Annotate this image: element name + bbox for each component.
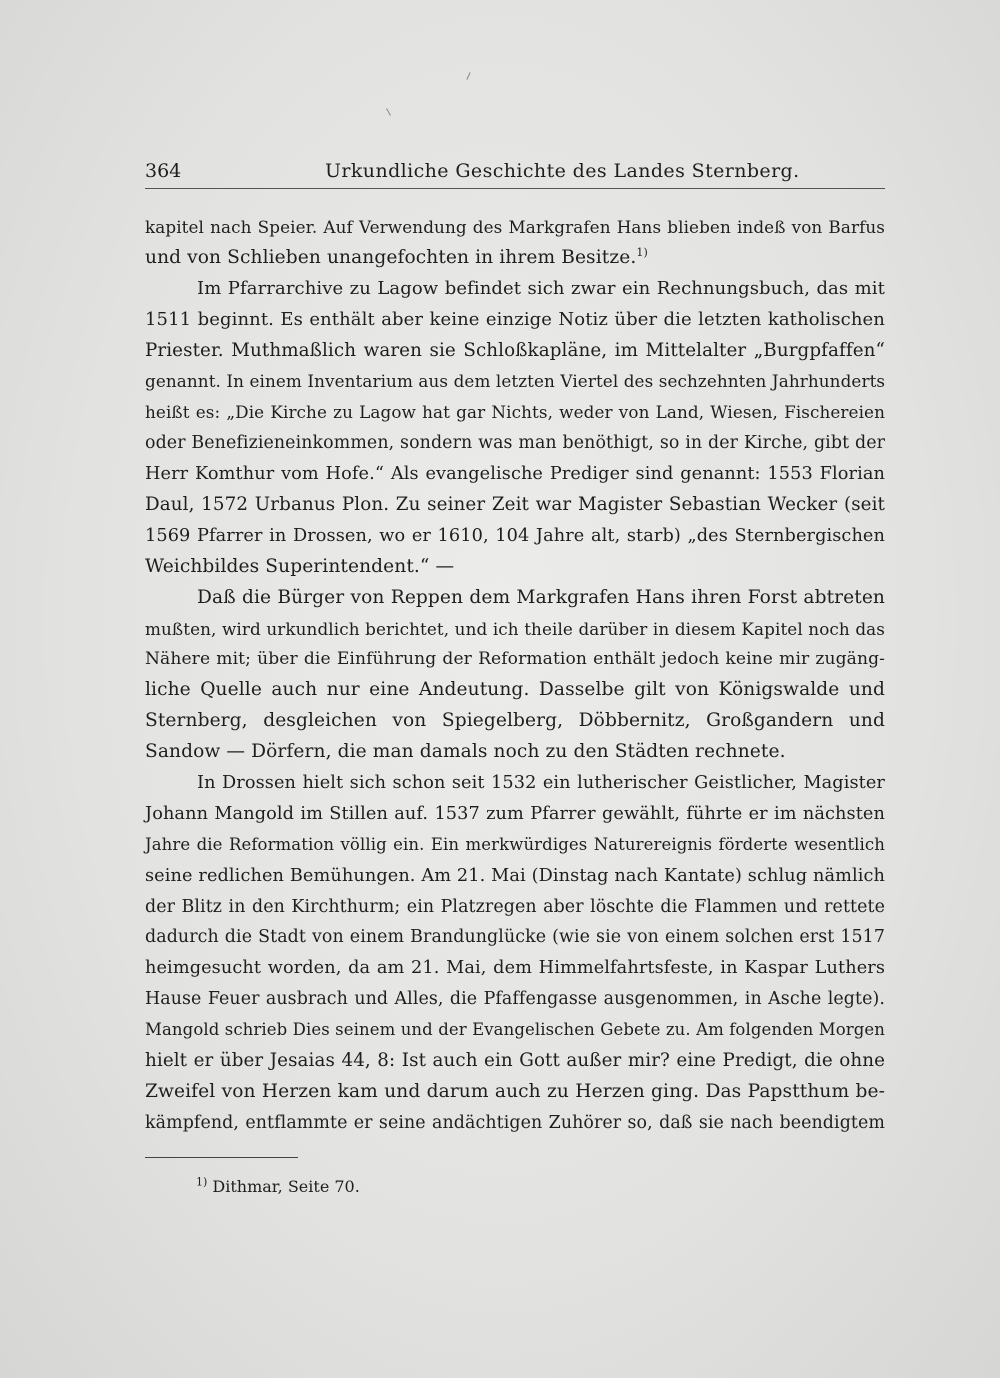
text-line: der Blitz in den Kirchthurm; ein Platzregen aber löschte die Flammen und rettete	[145, 896, 885, 917]
text-line: Im Pfarrarchive zu Lagow befindet sich zwar ein Rechnungsbuch, das mit	[197, 277, 885, 299]
text-line: heißt es: „Die Kirche zu Lagow hat gar Nichts, weder von Land, Wiesen, Fischereien	[145, 402, 885, 423]
footnote-reference: 1)	[636, 245, 648, 259]
text-line: Jahre die Reformation völlig ein. Ein merkwürdiges Naturereignis förderte wesentlich	[145, 834, 885, 854]
text-line: 1569 Pfarrer in Drossen, wo er 1610, 104 Jahre alt, starb) „des Sternbergischen	[145, 525, 885, 546]
text-line: Sandow — Dörfern, die man damals noch zu den Städten rechnete.	[145, 741, 786, 763]
text-line: Mangold schrieb Dies seinem und der Evangelischen Gebete zu. Am folgenden Morgen	[145, 1020, 885, 1040]
text-line: oder Benefizieneinkommen, sondern was man benöthigt, so in der Kirche, gibt der	[145, 433, 885, 454]
page-number: 364	[145, 160, 182, 182]
text-line: Weichbildes Superintendent.“ —	[145, 555, 455, 577]
text-line: seine redlichen Bemühungen. Am 21. Mai (Dinstag nach Kantate) schlug nämlich	[145, 865, 885, 886]
text-line: liche Quelle auch nur eine Andeutung. Dasselbe gilt von Königswalde und	[145, 679, 885, 701]
text-line: Johann Mangold im Stillen auf. 1537 zum Pfarrer gewählt, führte er im nächsten	[145, 803, 885, 824]
text-line: Nähere mit; über die Einführung der Reformation enthält jedoch keine mir zugäng-	[145, 649, 885, 670]
text-line: Sternberg, desgleichen von Spiegelberg, Döbbernitz, Großgandern und	[145, 710, 885, 732]
footnote-marker: 1)	[196, 1175, 208, 1189]
text-line: genannt. In einem Inventarium aus dem letzten Viertel des sechzehnten Jahrhunderts	[145, 371, 886, 392]
text-line: hielt er über Jesaias 44, 8: Ist auch ein Gott außer mir? eine Predigt, die ohne	[145, 1050, 885, 1072]
print-mark	[386, 108, 391, 115]
page-header	[145, 156, 885, 189]
text-line: In Drossen hielt sich schon seit 1532 ein lutherischer Geistlicher, Magister	[197, 773, 885, 794]
text-line: mußten, wird urkundlich berichtet, und ich theile darüber in diesem Kapitel noch das	[145, 618, 885, 639]
text-line: Hause Feuer ausbrach und Alles, die Pfaffengasse ausgenommen, in Asche legte).	[145, 989, 885, 1010]
text-line: Zweifel von Herzen kam und darum auch zu Herzen ging. Das Papstthum be-	[145, 1080, 885, 1102]
text-line: Herr Komthur vom Hofe.“ Als evangelische Prediger sind genannt: 1553 Florian	[145, 464, 885, 485]
text-line: dadurch die Stadt von einem Brandunglücke (wie sie von einem solchen erst 1517	[145, 927, 885, 948]
print-mark	[466, 72, 470, 80]
footnote-divider	[145, 1157, 298, 1158]
footnote-text: Dithmar, Seite 70.	[212, 1177, 360, 1196]
text-line: und von Schlieben unangefochten in ihrem Besitze.$^{1)}$	[145, 245, 648, 268]
text-line: Priester. Muthmaßlich waren sie Schloßkapläne, im Mittelalter „Burgpfaffen“	[145, 339, 885, 361]
text-line: kapitel nach Speier. Auf Verwendung des Markgrafen Hans blieben indeß von Barfus	[145, 217, 885, 237]
body-text	[145, 212, 885, 1139]
running-title: Urkundliche Geschichte des Landes Sternberg.	[325, 160, 800, 182]
text-line: Daul, 1572 Urbanus Plon. Zu seiner Zeit war Magister Sebastian Wecker (seit	[145, 494, 885, 516]
footnote	[196, 1177, 360, 1196]
text-line: kämpfend, entflammte er seine andächtigen Zuhörer so, daß sie nach beendigtem	[145, 1112, 885, 1133]
text-line: heimgesucht worden, da am 21. Mai, dem Himmelfahrtsfeste, in Kaspar Luthers	[145, 958, 885, 979]
text-line: Daß die Bürger von Reppen dem Markgrafen Hans ihren Forst abtreten	[197, 586, 885, 608]
text-line: 1511 beginnt. Es enthält aber keine einzige Notiz über die letzten katholischen	[145, 308, 885, 330]
